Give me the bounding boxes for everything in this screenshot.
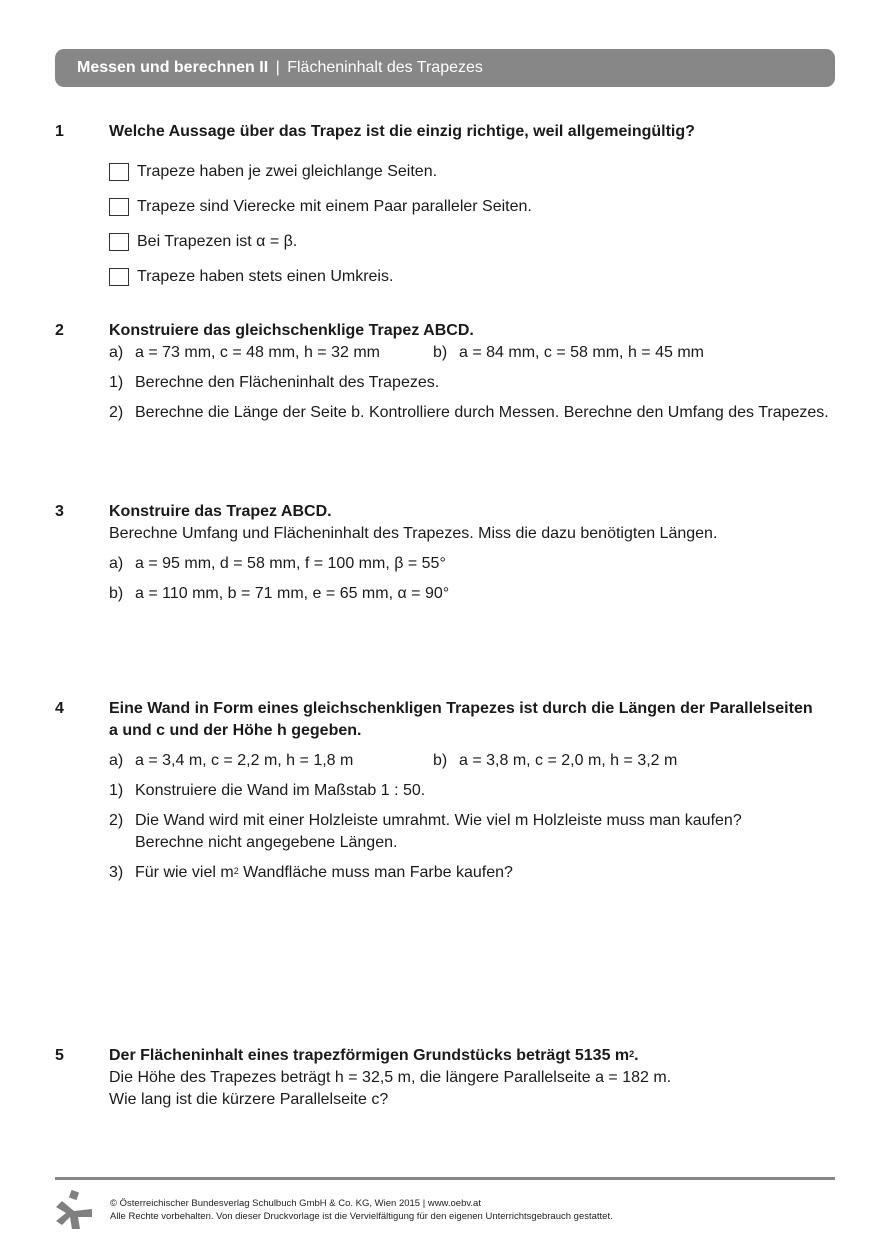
task-question: Konstruire das Trapez ABCD. xyxy=(109,503,332,520)
variant-label: a) xyxy=(109,555,124,572)
footer-rights: Alle Rechte vorbehalten. Von dieser Druckvorlage ist die Vervielfältigung für den eigenen Unterrichtsgebrauch gestattet. xyxy=(110,1211,613,1222)
option-item[interactable] xyxy=(109,231,845,253)
variant-label: b) xyxy=(433,344,448,361)
step-label: 1) xyxy=(109,374,124,391)
variant-b xyxy=(433,342,704,364)
logo-square xyxy=(69,1190,79,1200)
question-text: Der Flächeninhalt eines trapezförmigen Grundstücks beträgt 5135 m xyxy=(109,1047,630,1064)
variant-label: b) xyxy=(433,752,448,769)
task-question-line-2: a und c und der Höhe h gegeben. xyxy=(109,722,362,739)
step-item xyxy=(109,862,845,884)
superscript: 2 xyxy=(233,866,239,876)
task-number: 2 xyxy=(55,322,64,339)
footer-copyright: © Österreichischer Bundesverlag Schulbuch GmbH & Co. KG, Wien 2015 | www.oebv.at xyxy=(110,1198,481,1209)
variant-row xyxy=(109,342,845,364)
variant-row xyxy=(109,750,845,772)
variant-a xyxy=(109,344,380,361)
task-number: 3 xyxy=(55,503,64,520)
step-label: 3) xyxy=(109,864,124,881)
option-item[interactable] xyxy=(109,266,845,288)
footer-divider xyxy=(55,1177,835,1180)
task-number: 1 xyxy=(55,123,64,140)
option-label: Trapeze haben je zwei gleichlange Seiten. xyxy=(137,163,438,180)
task-number: 5 xyxy=(55,1047,64,1064)
step-label: 1) xyxy=(109,782,124,799)
step-text-continued: Berechne nicht angegebene Längen. xyxy=(135,834,398,851)
variant-text: a = 84 mm, c = 58 mm, h = 45 mm xyxy=(459,344,704,361)
variant-text: a = 110 mm, b = 71 mm, e = 65 mm, α = 90° xyxy=(135,585,450,602)
header-title: Messen und berechnen II xyxy=(77,59,269,76)
variant-text: a = 3,8 m, c = 2,0 m, h = 3,2 m xyxy=(459,752,678,769)
step-text-pre: Für wie viel m xyxy=(135,864,234,881)
publisher-logo-icon xyxy=(54,1189,94,1229)
variant-item xyxy=(109,583,845,605)
header-bar xyxy=(55,49,835,87)
variant-text: a = 73 mm, c = 48 mm, h = 32 mm xyxy=(135,344,380,361)
variant-label: a) xyxy=(109,752,124,769)
checkbox[interactable] xyxy=(109,268,129,286)
variant-b xyxy=(433,750,677,772)
question-end: . xyxy=(634,1047,639,1064)
step-text: Konstruiere die Wand im Maßstab 1 : 50. xyxy=(135,782,426,799)
variant-text: a = 95 mm, d = 58 mm, f = 100 mm, β = 55° xyxy=(135,555,446,572)
variant-a xyxy=(109,752,353,769)
option-label: Bei Trapezen ist α = β. xyxy=(137,233,298,250)
variant-label: a) xyxy=(109,344,124,361)
option-list xyxy=(109,161,845,288)
step-label: 2) xyxy=(109,404,124,421)
step-label: 2) xyxy=(109,812,124,829)
option-label: Trapeze haben stets einen Umkreis. xyxy=(137,268,394,285)
variant-item xyxy=(109,553,845,575)
step-item xyxy=(109,810,845,832)
task-line-1: Die Höhe des Trapezes beträgt h = 32,5 m, die längere Parallelseite a = 182 m. xyxy=(109,1069,672,1086)
step-text: Berechne die Länge der Seite b. Kontrolliere durch Messen. Berechne den Umfang des Trapezes. xyxy=(135,404,829,421)
step-item xyxy=(109,402,845,424)
option-item[interactable] xyxy=(109,161,845,183)
task-question-line-1: Eine Wand in Form eines gleichschenkligen Trapezes ist durch die Längen der Parallelseiten xyxy=(109,700,813,717)
task-question: Konstruiere das gleichschenklige Trapez ABCD. xyxy=(109,322,474,339)
logo-figure xyxy=(56,1201,92,1229)
step-item xyxy=(109,780,845,802)
superscript: 2 xyxy=(629,1049,635,1059)
footer-text xyxy=(110,1197,613,1223)
step-text: Berechne den Flächeninhalt des Trapezes. xyxy=(135,374,440,391)
task-line-2: Wie lang ist die kürzere Parallelseite c? xyxy=(109,1091,389,1108)
header-subtitle: Flächeninhalt des Trapezes xyxy=(287,59,483,76)
task-instruction: Berechne Umfang und Flächeninhalt des Trapezes. Miss die dazu benötigten Längen. xyxy=(109,525,718,542)
checkbox[interactable] xyxy=(109,198,129,216)
step-text-post: Wandfläche muss man Farbe kaufen? xyxy=(238,864,513,881)
step-text: Die Wand wird mit einer Holzleiste umrahmt. Wie viel m Holzleiste muss man kaufen? xyxy=(135,812,742,829)
option-label: Trapeze sind Vierecke mit einem Paar paralleler Seiten. xyxy=(137,198,532,215)
task-question xyxy=(109,1045,845,1067)
checkbox[interactable] xyxy=(109,233,129,251)
variant-label: b) xyxy=(109,585,124,602)
task-number: 4 xyxy=(55,700,64,717)
checkbox[interactable] xyxy=(109,163,129,181)
task-question: Welche Aussage über das Trapez ist die einzig richtige, weil allgemeingültig? xyxy=(109,123,695,140)
variant-text: a = 3,4 m, c = 2,2 m, h = 1,8 m xyxy=(135,752,354,769)
option-item[interactable] xyxy=(109,196,845,218)
step-item xyxy=(109,372,845,394)
header-separator: | xyxy=(275,59,280,76)
